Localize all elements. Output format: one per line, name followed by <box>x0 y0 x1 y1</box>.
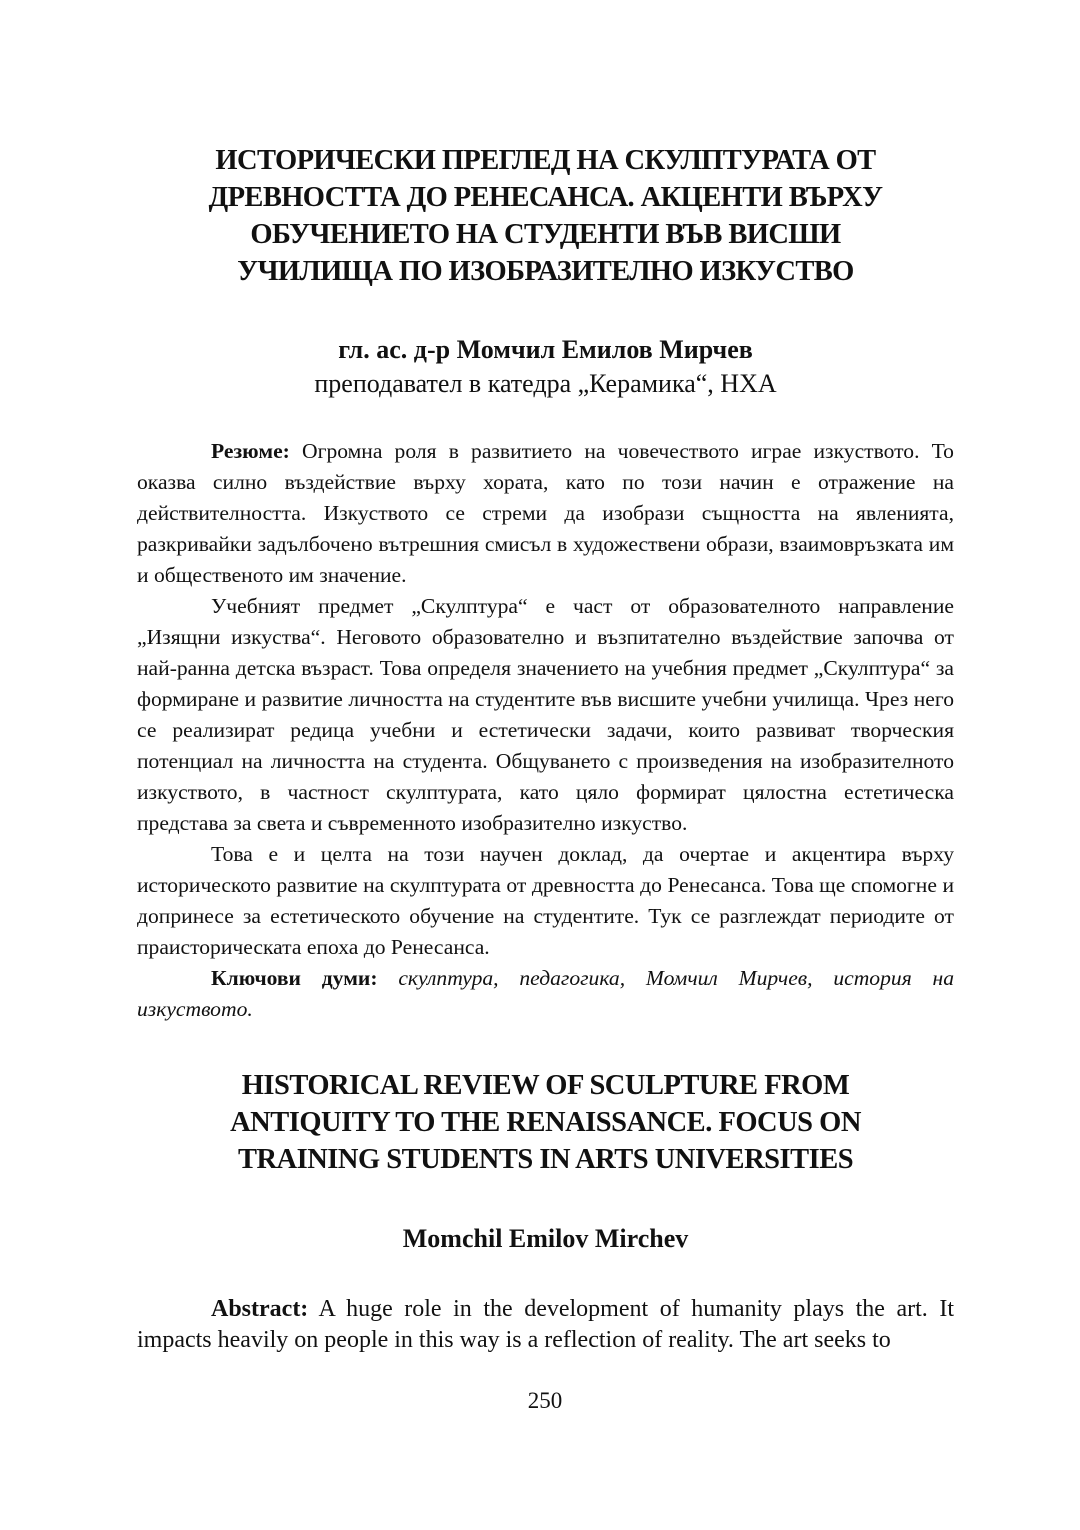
author-english: Momchil Emilov Mirchev <box>402 1224 689 1253</box>
title-bulgarian <box>137 142 954 290</box>
title-bg-line: ИСТОРИЧЕСКИ ПРЕГЛЕД НА СКУЛПТУРАТА ОТ <box>215 145 876 176</box>
keywords <box>137 963 954 1025</box>
title-english <box>137 1067 954 1178</box>
summary-text: Огромна роля в развитието на човечеството играе изкуството. То оказва силно въздействие върху хората, като по този начин е отражение на действителността. Изкуството се стреми да изобрази същността на явленията, разкривайки задълбочено вътрешния смисъл в художествени образи, взаимовръзката им и общественото им значение. <box>137 439 954 587</box>
page-number: 250 <box>527 1388 563 1413</box>
abstract-label: Abstract: <box>211 1296 309 1322</box>
keywords-text: скулптура, педагогика, Момчил Мирчев, история на изкуството. <box>137 966 955 1021</box>
summary-section <box>137 436 954 1025</box>
title-bg-line: УЧИЛИЩА ПО ИЗОБРАЗИТЕЛНО ИЗКУСТВО <box>237 256 854 287</box>
title-bg-line: ДРЕВНОСТТА ДО РЕНЕСАНСА. АКЦЕНТИ ВЪРХУ <box>208 182 883 213</box>
summary-paragraph-1 <box>137 436 954 591</box>
title-en-line: ANTIQUITY TO THE RENAISSANCE. FOCUS ON <box>230 1107 861 1138</box>
title-en-line: TRAINING STUDENTS IN ARTS UNIVERSITIES <box>237 1144 854 1175</box>
document-page <box>137 142 954 1356</box>
summary-label: Резюме: <box>211 439 290 463</box>
summary-paragraph-2: Учебният предмет „Скулптура“ е част от образователното направление „Изящни изкуства“. Неговото образователно и възпитателно въздействие започва от най-ранна детска възраст. Това определя значението на учебния предмет „Скулптура“ за формиране и развитие личността на студентите във висшите учебни училища. Чрез него се реализират редица учебни и естетически задачи, които развиват творческия потенциал на личността на студента. Общуването с произведения на изобразителното изкуството, в частност скулптурата, като цяло формират цялостна естетическа представа за света и съвременното изобразително изкуство. <box>137 594 954 835</box>
abstract-text: A huge role in the development of humanity plays the art. It impacts heavily on people in this way is a reflection of reality. The art seeks to <box>137 1296 954 1353</box>
title-bg-line: ОБУЧЕНИЕТО НА СТУДЕНТИ ВЪВ ВИСШИ <box>250 219 841 250</box>
title-en-line: HISTORICAL REVIEW OF SCULPTURE FROM <box>241 1070 850 1101</box>
author-bulgarian: гл. ас. д-р Момчил Емилов Мирчев <box>338 335 753 364</box>
summary-paragraph-3: Това е и целта на този научен доклад, да очертае и акцентира върху историческото развитие на скулптурата от древността до Ренесанса. Това ще спомогне и допринесе за естетическото обучение на студентите. Тук се разглеждат периодите от праисторическата епоха до Ренесанса. <box>137 842 954 959</box>
author-affiliation: преподавател в катедра „Керамика“, НХА <box>314 369 777 398</box>
keywords-label: Ключови думи: <box>211 966 378 990</box>
abstract-english <box>137 1294 954 1356</box>
